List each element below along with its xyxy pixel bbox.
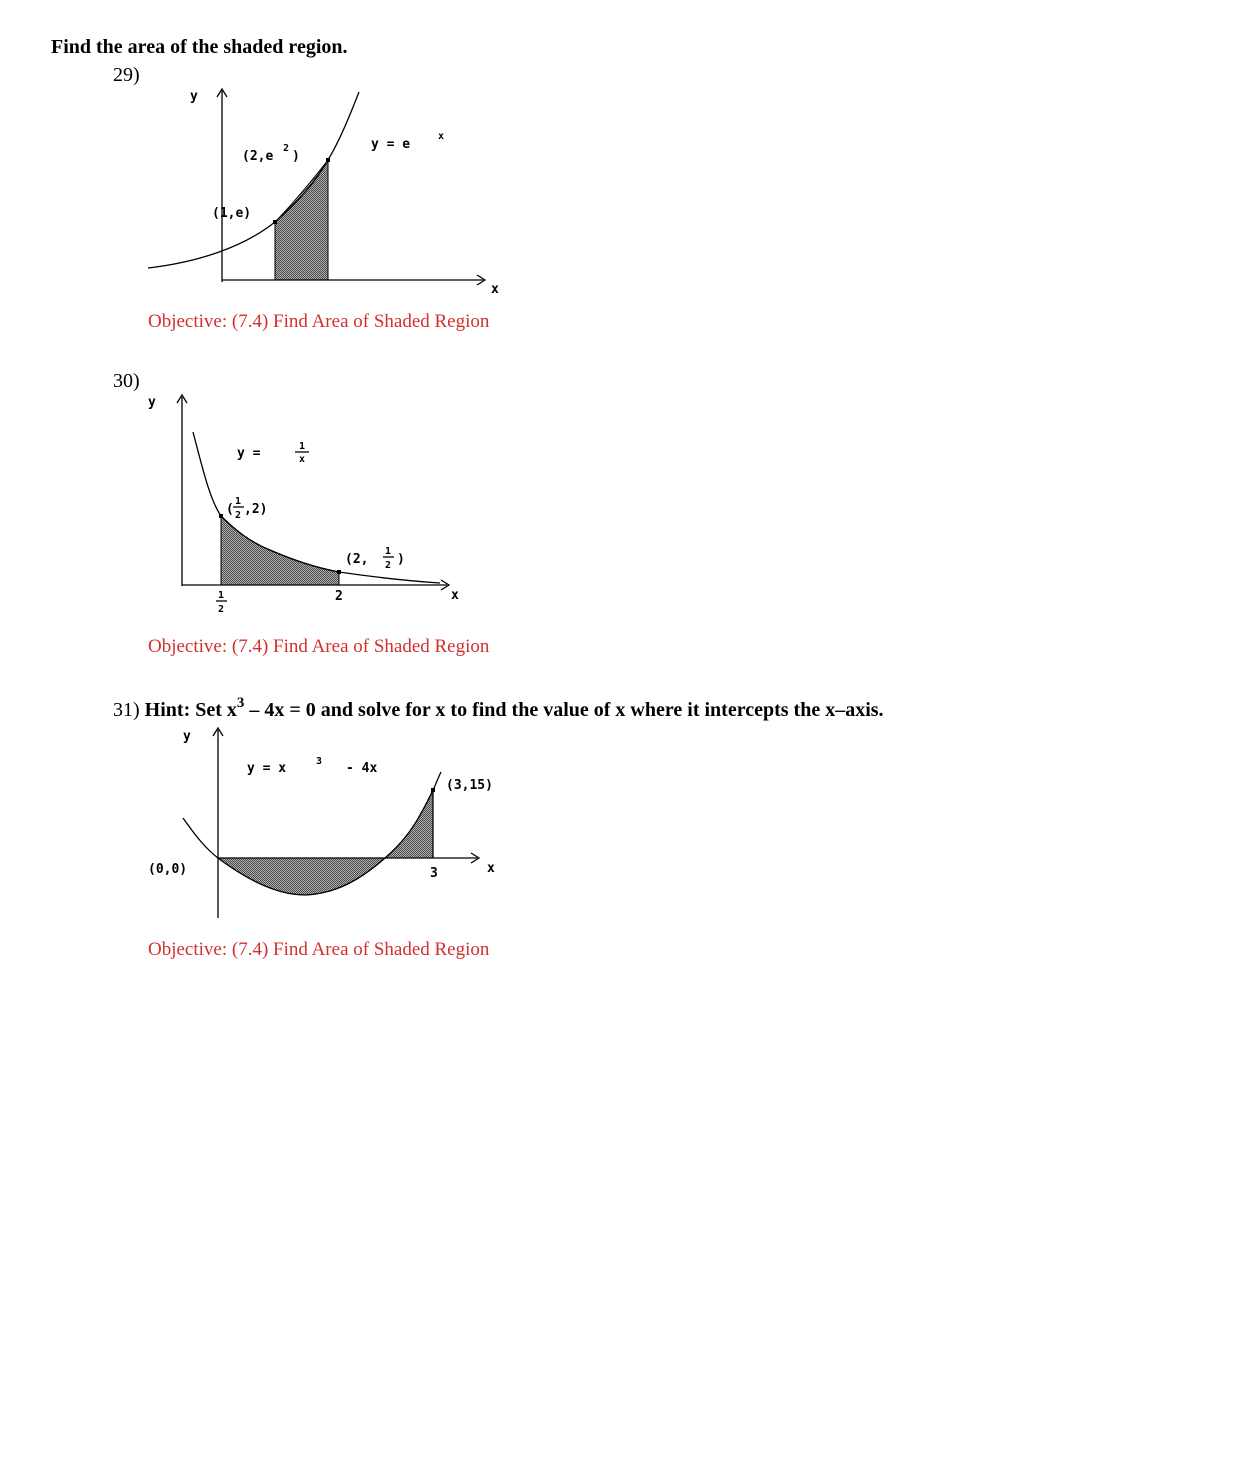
graph-31 [0, 0, 600, 930]
hint-exponent: 3 [236, 695, 245, 711]
point-label-b-31: (3,15) [446, 778, 493, 793]
point-label-b-num-30: 1 [385, 546, 392, 557]
point-label-a-num-30: 1 [235, 496, 242, 507]
problem-29-number: 29) [113, 64, 140, 86]
hint-text-post: – 4x = 0 and solve for x to find the value of x where it intercepts the x–axis. [244, 699, 884, 721]
equation-exponent-29: x [438, 131, 445, 142]
objective-30: Objective: (7.4) Find Area of Shaded Region [148, 636, 490, 657]
tick-a-num-30: 1 [218, 590, 225, 601]
shaded-region-31b [385, 790, 433, 858]
point-label-origin-31: (0,0) [148, 862, 188, 877]
tick-a-den-30: 2 [218, 604, 225, 615]
hint-text-pre: Hint: Set x [144, 699, 237, 721]
tick-b-31: 3 [430, 866, 438, 881]
y-axis-label-29: y [190, 89, 198, 104]
problem-30-number: 30) [113, 370, 140, 392]
tick-b-30: 2 [335, 589, 343, 604]
equation-numerator-30: 1 [299, 441, 306, 452]
point-label-b-29: (2,e [242, 149, 274, 164]
equation-30: y = [237, 446, 261, 461]
point-label-a-open-30: ( [226, 502, 234, 517]
problem-31-number: 31) [113, 699, 140, 721]
point-label-b-close-30: ) [397, 552, 405, 567]
equation-29: y = e [371, 137, 411, 152]
objective-29: Objective: (7.4) Find Area of Shaded Region [148, 311, 490, 332]
objective-31: Objective: (7.4) Find Area of Shaded Region [148, 939, 490, 960]
point-label-b-den-30: 2 [385, 560, 392, 571]
equation-31: y = x [247, 761, 287, 776]
equation-rest-31: - 4x [346, 761, 378, 776]
equation-exponent-31: 3 [316, 756, 323, 767]
equation-denominator-30: x [299, 454, 306, 465]
y-axis-label-30: y [148, 395, 156, 410]
page-heading: Find the area of the shaded region. [51, 36, 348, 58]
point-label-b-30: (2, [345, 552, 369, 567]
point-label-b-close-29: ) [292, 149, 300, 164]
x-axis-label-31: x [487, 861, 495, 876]
x-axis-label-29: x [491, 282, 499, 297]
y-axis-label-31: y [183, 729, 191, 744]
point-label-a-29: (1,e) [212, 206, 252, 221]
x-axis-label-30: x [451, 588, 459, 603]
point-label-a-den-30: 2 [235, 510, 242, 521]
point-label-a-rest-30: ,2) [244, 502, 268, 517]
point-label-b-exp-29: 2 [283, 143, 290, 154]
